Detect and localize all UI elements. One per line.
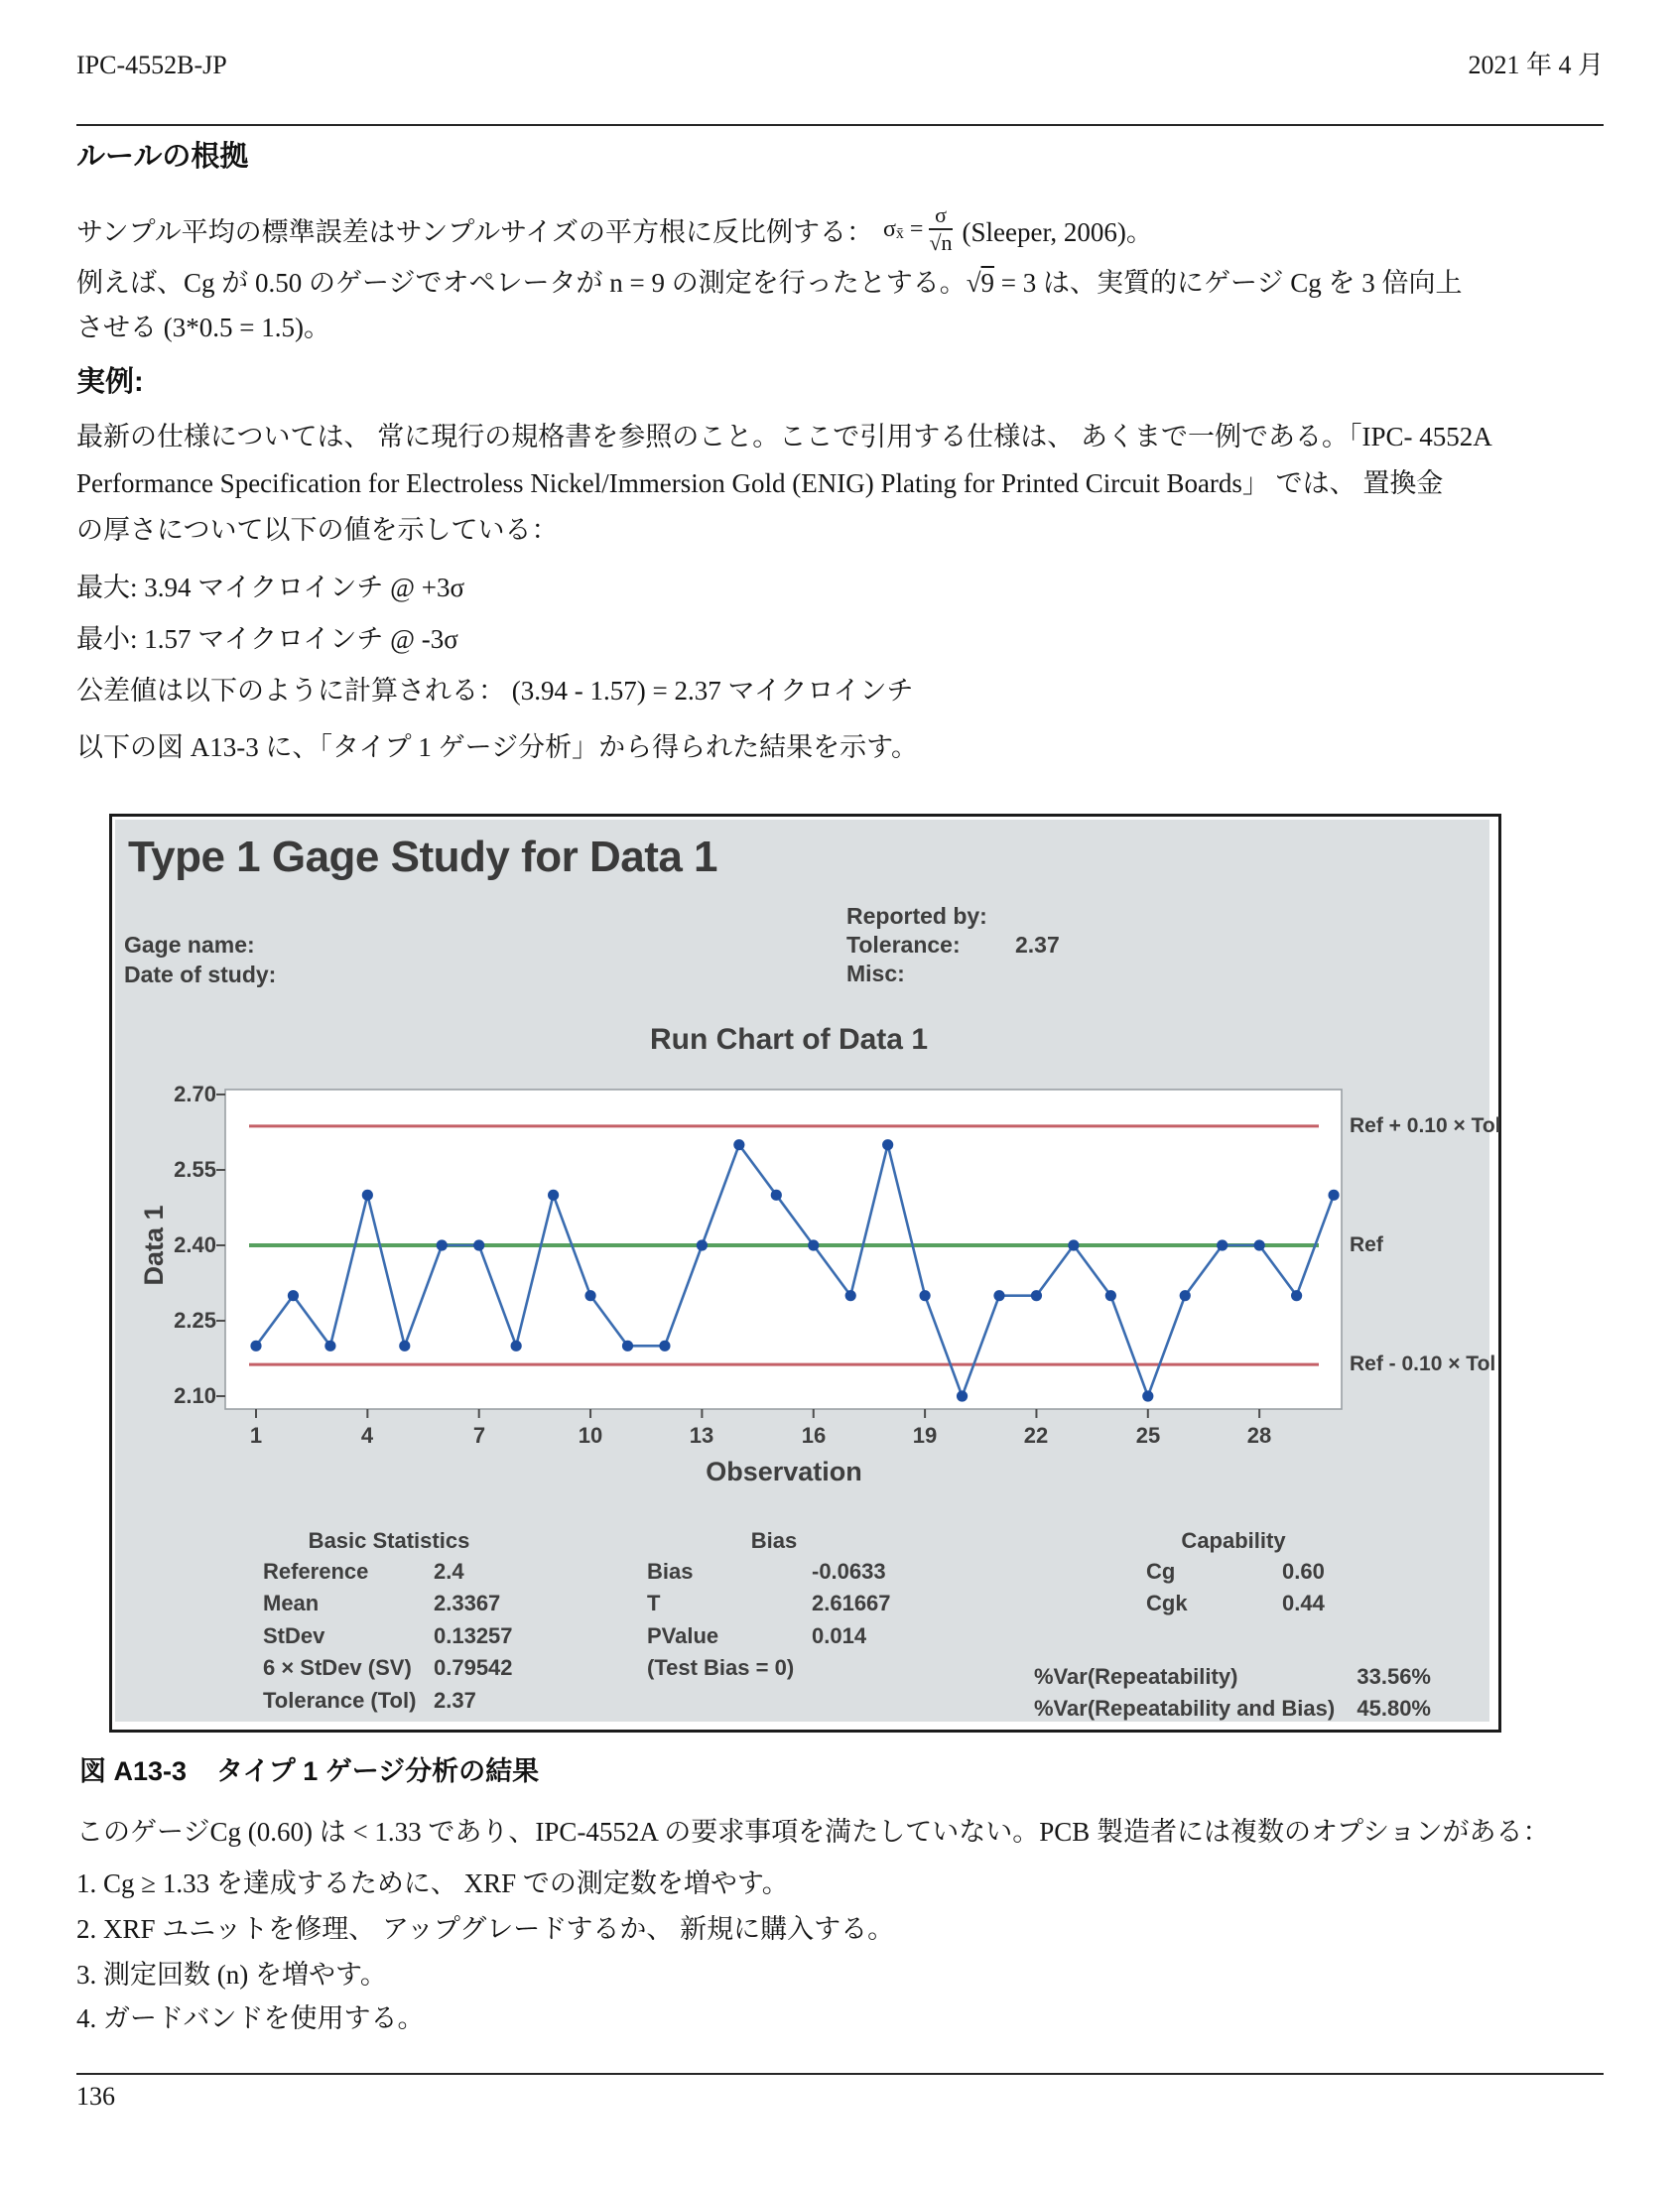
stats-row-value: 0.60 xyxy=(1282,1559,1325,1584)
stats-row-value: 2.4 xyxy=(434,1559,464,1584)
y-axis-tick-label: 2.55 xyxy=(174,1157,216,1182)
x-axis-title: Observation xyxy=(706,1457,862,1486)
sigma-xbar-formula xyxy=(883,203,953,255)
stats-row-value: 2.61667 xyxy=(812,1591,891,1615)
x-axis-tick-label: 16 xyxy=(801,1423,827,1448)
stats-group-header: Bias xyxy=(750,1528,798,1553)
p1-text: サンプル平均の標準誤差はサンプルサイズの平方根に反比例する： xyxy=(76,216,873,247)
paragraph-conclusion: このゲージCg (0.60) は < 1.33 であり、IPC-4552A の要求事項を満たしていない。PCB 製造者には複数のオプションがある： xyxy=(76,1817,1550,1847)
x-axis-tick-label: 19 xyxy=(912,1423,938,1448)
document-id: IPC-4552B-JP xyxy=(76,51,227,79)
y-axis-tick-label: 2.10 xyxy=(174,1383,216,1408)
stats-row-label: T xyxy=(647,1591,661,1615)
sqrt-argument: 9 xyxy=(980,268,995,298)
formula-fraction xyxy=(929,203,952,255)
x-axis-tick-label: 1 xyxy=(249,1423,263,1448)
header-rule xyxy=(76,124,1604,126)
variance-row-label: %Var(Repeatability) xyxy=(1034,1664,1238,1689)
footer-rule xyxy=(76,2073,1604,2075)
stats-row-label: Bias xyxy=(647,1559,694,1584)
p2-text-a: 例えば、Cg が 0.50 のゲージでオペレータが n = 9 の測定を行ったとする。 xyxy=(76,268,967,298)
stats-row-label: Tolerance (Tol) xyxy=(263,1688,417,1713)
formula-equals: = xyxy=(909,215,924,242)
y-axis-tick-label: 2.40 xyxy=(174,1232,216,1257)
stats-group-header: Capability xyxy=(1181,1528,1286,1553)
figure-caption-number: 図 A13-3 xyxy=(79,1756,188,1786)
x-axis-tick-label: 7 xyxy=(472,1423,486,1448)
reference-line-label: Ref xyxy=(1350,1233,1383,1256)
figure-info-label: Gage name: xyxy=(124,932,255,958)
y-axis-title: Data 1 xyxy=(139,1205,169,1286)
spec-value-line: 以下の図 A13-3 に、「タイプ 1 ゲージ分析」から得られた結果を示す。 xyxy=(76,732,918,762)
x-axis-tick-label: 28 xyxy=(1246,1423,1272,1448)
formula-lhs-sub: x̄ xyxy=(895,225,904,242)
reference-line-label: Ref - 0.10 × Tol xyxy=(1350,1352,1496,1375)
p1-citation: (Sleeper, 2006)。 xyxy=(962,216,1153,247)
stats-row-label: Cg xyxy=(1146,1559,1176,1584)
stats-row-value: 0.014 xyxy=(812,1623,867,1648)
figure-info-label: Reported by: xyxy=(846,903,987,929)
option-list-item: 1. Cg ≥ 1.33 を達成するために、 XRF での測定数を増やす。 xyxy=(76,1868,789,1898)
stats-row-value: 2.37 xyxy=(434,1688,476,1713)
option-list-item: 3. 測定回数 (n) を増やす。 xyxy=(76,1960,387,1990)
document-date: 2021 年 4 月 xyxy=(1468,51,1604,79)
figure-info-label: Misc: xyxy=(846,961,905,986)
stats-row-label: Cgk xyxy=(1146,1591,1188,1615)
formula-lhs: σ xyxy=(882,215,896,242)
figure-info-label: Tolerance: xyxy=(846,932,961,958)
x-axis-tick-label: 13 xyxy=(689,1423,714,1448)
option-list-item: 2. XRF ユニットを修理、 アップグレードするか、 新規に購入する。 xyxy=(76,1914,895,1944)
y-axis-tick-label: 2.70 xyxy=(174,1082,216,1106)
formula-numerator: σ xyxy=(935,201,947,227)
formula-denominator: √n xyxy=(929,229,953,255)
stats-row-label: StDev xyxy=(263,1623,325,1648)
stats-row-label: (Test Bias = 0) xyxy=(647,1655,795,1680)
paragraph-example-line2: させる (3*0.5 = 1.5)。 xyxy=(76,313,330,342)
stats-row-label: 6 × StDev (SV) xyxy=(263,1655,412,1680)
variance-row-label: %Var(Repeatability and Bias) xyxy=(1034,1696,1336,1721)
paragraph-spec-line: Performance Specification for Electroless Nickel/Immersion Gold (ENIG) Plating for Printed Circuit Boards」 では、 置換金 xyxy=(76,468,1444,498)
stats-row-value: 0.79542 xyxy=(434,1655,513,1680)
stats-row-label: PValue xyxy=(647,1623,719,1648)
figure-caption-text: タイプ 1 ゲージ分析の結果 xyxy=(216,1756,540,1786)
x-axis-tick-label: 4 xyxy=(360,1423,374,1448)
stats-row-label: Mean xyxy=(263,1591,320,1615)
figure-info-label: Date of study: xyxy=(124,962,277,987)
reference-line-label: Ref + 0.10 × Tol xyxy=(1350,1114,1501,1137)
stats-row-label: Reference xyxy=(263,1559,369,1584)
spec-value-line: 最大: 3.94 マイクロインチ @ +3σ xyxy=(76,573,465,602)
paragraph-standard-error xyxy=(76,194,1153,264)
figure-caption xyxy=(79,1754,539,1788)
figure-info-value: 2.37 xyxy=(1015,932,1060,958)
stats-row-value: 2.3367 xyxy=(434,1591,501,1615)
x-axis-tick-label: 10 xyxy=(578,1423,603,1448)
paragraph-example-line1 xyxy=(76,266,1462,300)
spec-value-line: 最小: 1.57 マイクロインチ @ -3σ xyxy=(76,624,458,654)
paragraph-spec-line: の厚さについて以下の値を示している： xyxy=(76,515,559,545)
stats-group-header: Basic Statistics xyxy=(308,1528,470,1553)
stats-row-value: 0.13257 xyxy=(434,1623,513,1648)
p2-text-b: = 3 は、実質的にゲージ Cg を 3 倍向上 xyxy=(994,268,1463,298)
figure-title: Type 1 Gage Study for Data 1 xyxy=(128,833,718,881)
chart-title: Run Chart of Data 1 xyxy=(649,1023,929,1056)
variance-row-value: 33.56% xyxy=(1357,1664,1431,1689)
x-axis-tick-label: 25 xyxy=(1135,1423,1161,1448)
variance-row-value: 45.80% xyxy=(1357,1696,1431,1721)
section-heading-rule-basis: ルールの根拠 xyxy=(76,141,249,173)
stats-row-value: -0.0633 xyxy=(812,1559,886,1584)
run-chart xyxy=(213,1082,1355,1429)
stats-row-value: 0.44 xyxy=(1282,1591,1325,1615)
option-list-item: 4. ガードバンドを使用する。 xyxy=(76,2003,425,2033)
sqrt-sign: √ xyxy=(966,268,981,298)
page-number: 136 xyxy=(76,2082,115,2111)
section-heading-example: 実例: xyxy=(76,366,144,398)
spec-value-line: 公差値は以下のように計算される： (3.94 - 1.57) = 2.37 マイクロインチ xyxy=(76,676,914,706)
paragraph-spec-line: 最新の仕様については、 常に現行の規格書を参照のこと。ここで引用する仕様は、 あくまで一例である。「IPC- 4552A xyxy=(76,422,1492,451)
x-axis-tick-label: 22 xyxy=(1023,1423,1049,1448)
y-axis-tick-label: 2.25 xyxy=(174,1308,216,1333)
